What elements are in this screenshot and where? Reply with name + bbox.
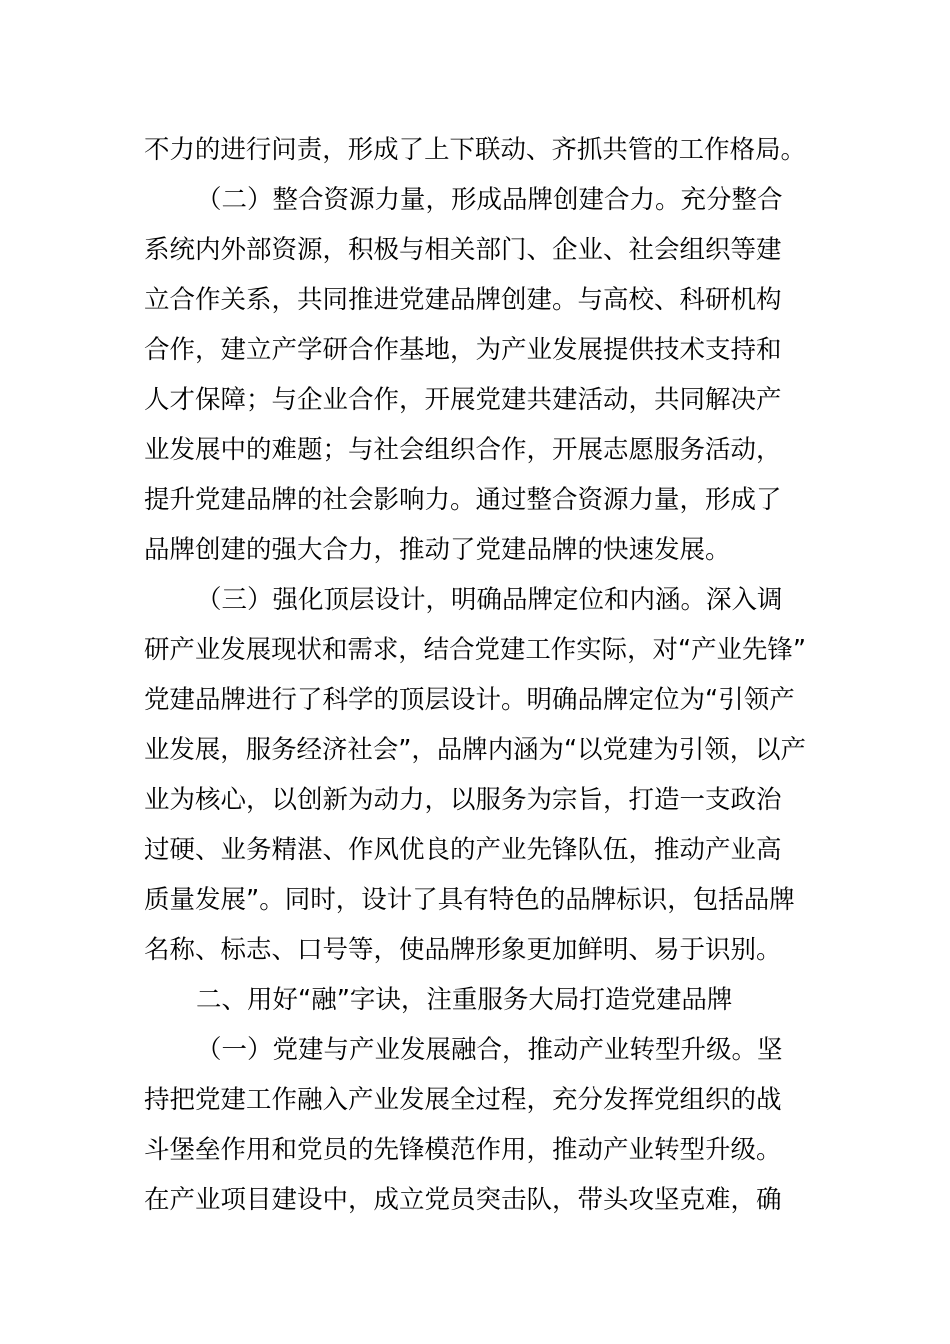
text-line-content: （一）党建与产业发展融合，推动产业转型升级。坚 (196, 1035, 783, 1065)
text-line-content: 过硬、业务精湛、作风优良的产业先锋队伍，推动产业高 (144, 835, 782, 865)
text-line-content: 不力的进行问责，形成了上下联动、齐抓共管的工作格局。 (144, 135, 806, 165)
text-line-content: 质量发展”。同时，设计了具有特色的品牌标识，包括品牌 (144, 885, 795, 915)
text-line (0, 775, 950, 825)
text-line-content: 业发展中的难题；与社会组织合作，开展志愿服务活动， (144, 435, 782, 465)
text-line-content: 持把党建工作融入产业发展全过程，充分发挥党组织的战 (144, 1085, 782, 1115)
text-line (0, 325, 950, 375)
text-line (0, 275, 950, 325)
text-line (0, 375, 950, 425)
text-line-content: 立合作关系，共同推进党建品牌创建。与高校、科研机构 (144, 285, 782, 315)
text-line-content: 业发展，服务经济社会”，品牌内涵为“以党建为引领，以产 (144, 735, 806, 765)
section-heading (0, 975, 950, 1025)
text-line (0, 875, 950, 925)
text-line (0, 225, 950, 275)
text-line-content: 合作，建立产学研合作基地，为产业发展提供技术支持和 (144, 335, 782, 365)
text-line-content: 业为核心，以创新为动力，以服务为宗旨，打造一支政治 (144, 785, 782, 815)
text-line (0, 1025, 950, 1075)
text-line (0, 1125, 950, 1175)
text-line (0, 425, 950, 475)
text-line-content: 提升党建品牌的社会影响力。通过整合资源力量，形成了 (144, 485, 782, 515)
text-line-content: （三）强化顶层设计，明确品牌定位和内涵。深入调 (196, 585, 783, 615)
text-line-content: （二）整合资源力量，形成品牌创建合力。充分整合 (196, 185, 783, 215)
text-line (0, 1075, 950, 1125)
text-line-content: 斗堡垒作用和党员的先锋模范作用，推动产业转型升级。 (144, 1135, 782, 1165)
text-line-content: 名称、标志、口号等，使品牌形象更加鲜明、易于识别。 (144, 935, 782, 965)
text-line-content: 研产业发展现状和需求，结合党建工作实际，对“产业先锋” (144, 635, 806, 665)
text-line-content: 党建品牌进行了科学的顶层设计。明确品牌定位为“引领产 (144, 685, 795, 715)
text-line (0, 625, 950, 675)
text-line-content: 系统内外部资源，积极与相关部门、企业、社会组织等建 (144, 235, 782, 265)
text-line (0, 725, 950, 775)
text-line (0, 575, 950, 625)
text-line-content: 在产业项目建设中，成立党员突击队，带头攻坚克难，确 (144, 1185, 782, 1215)
text-line (0, 475, 950, 525)
text-line (0, 675, 950, 725)
section-heading-text: 二、用好“融”字诀，注重服务大局打造党建品牌 (196, 985, 733, 1015)
text-line-content: 人才保障；与企业合作，开展党建共建活动，共同解决产 (144, 385, 782, 415)
text-line (0, 125, 950, 175)
text-line (0, 825, 950, 875)
text-line-content: 品牌创建的强大合力，推动了党建品牌的快速发展。 (144, 535, 731, 565)
text-line (0, 175, 950, 225)
text-line (0, 525, 950, 575)
text-line (0, 925, 950, 975)
text-line (0, 1175, 950, 1225)
